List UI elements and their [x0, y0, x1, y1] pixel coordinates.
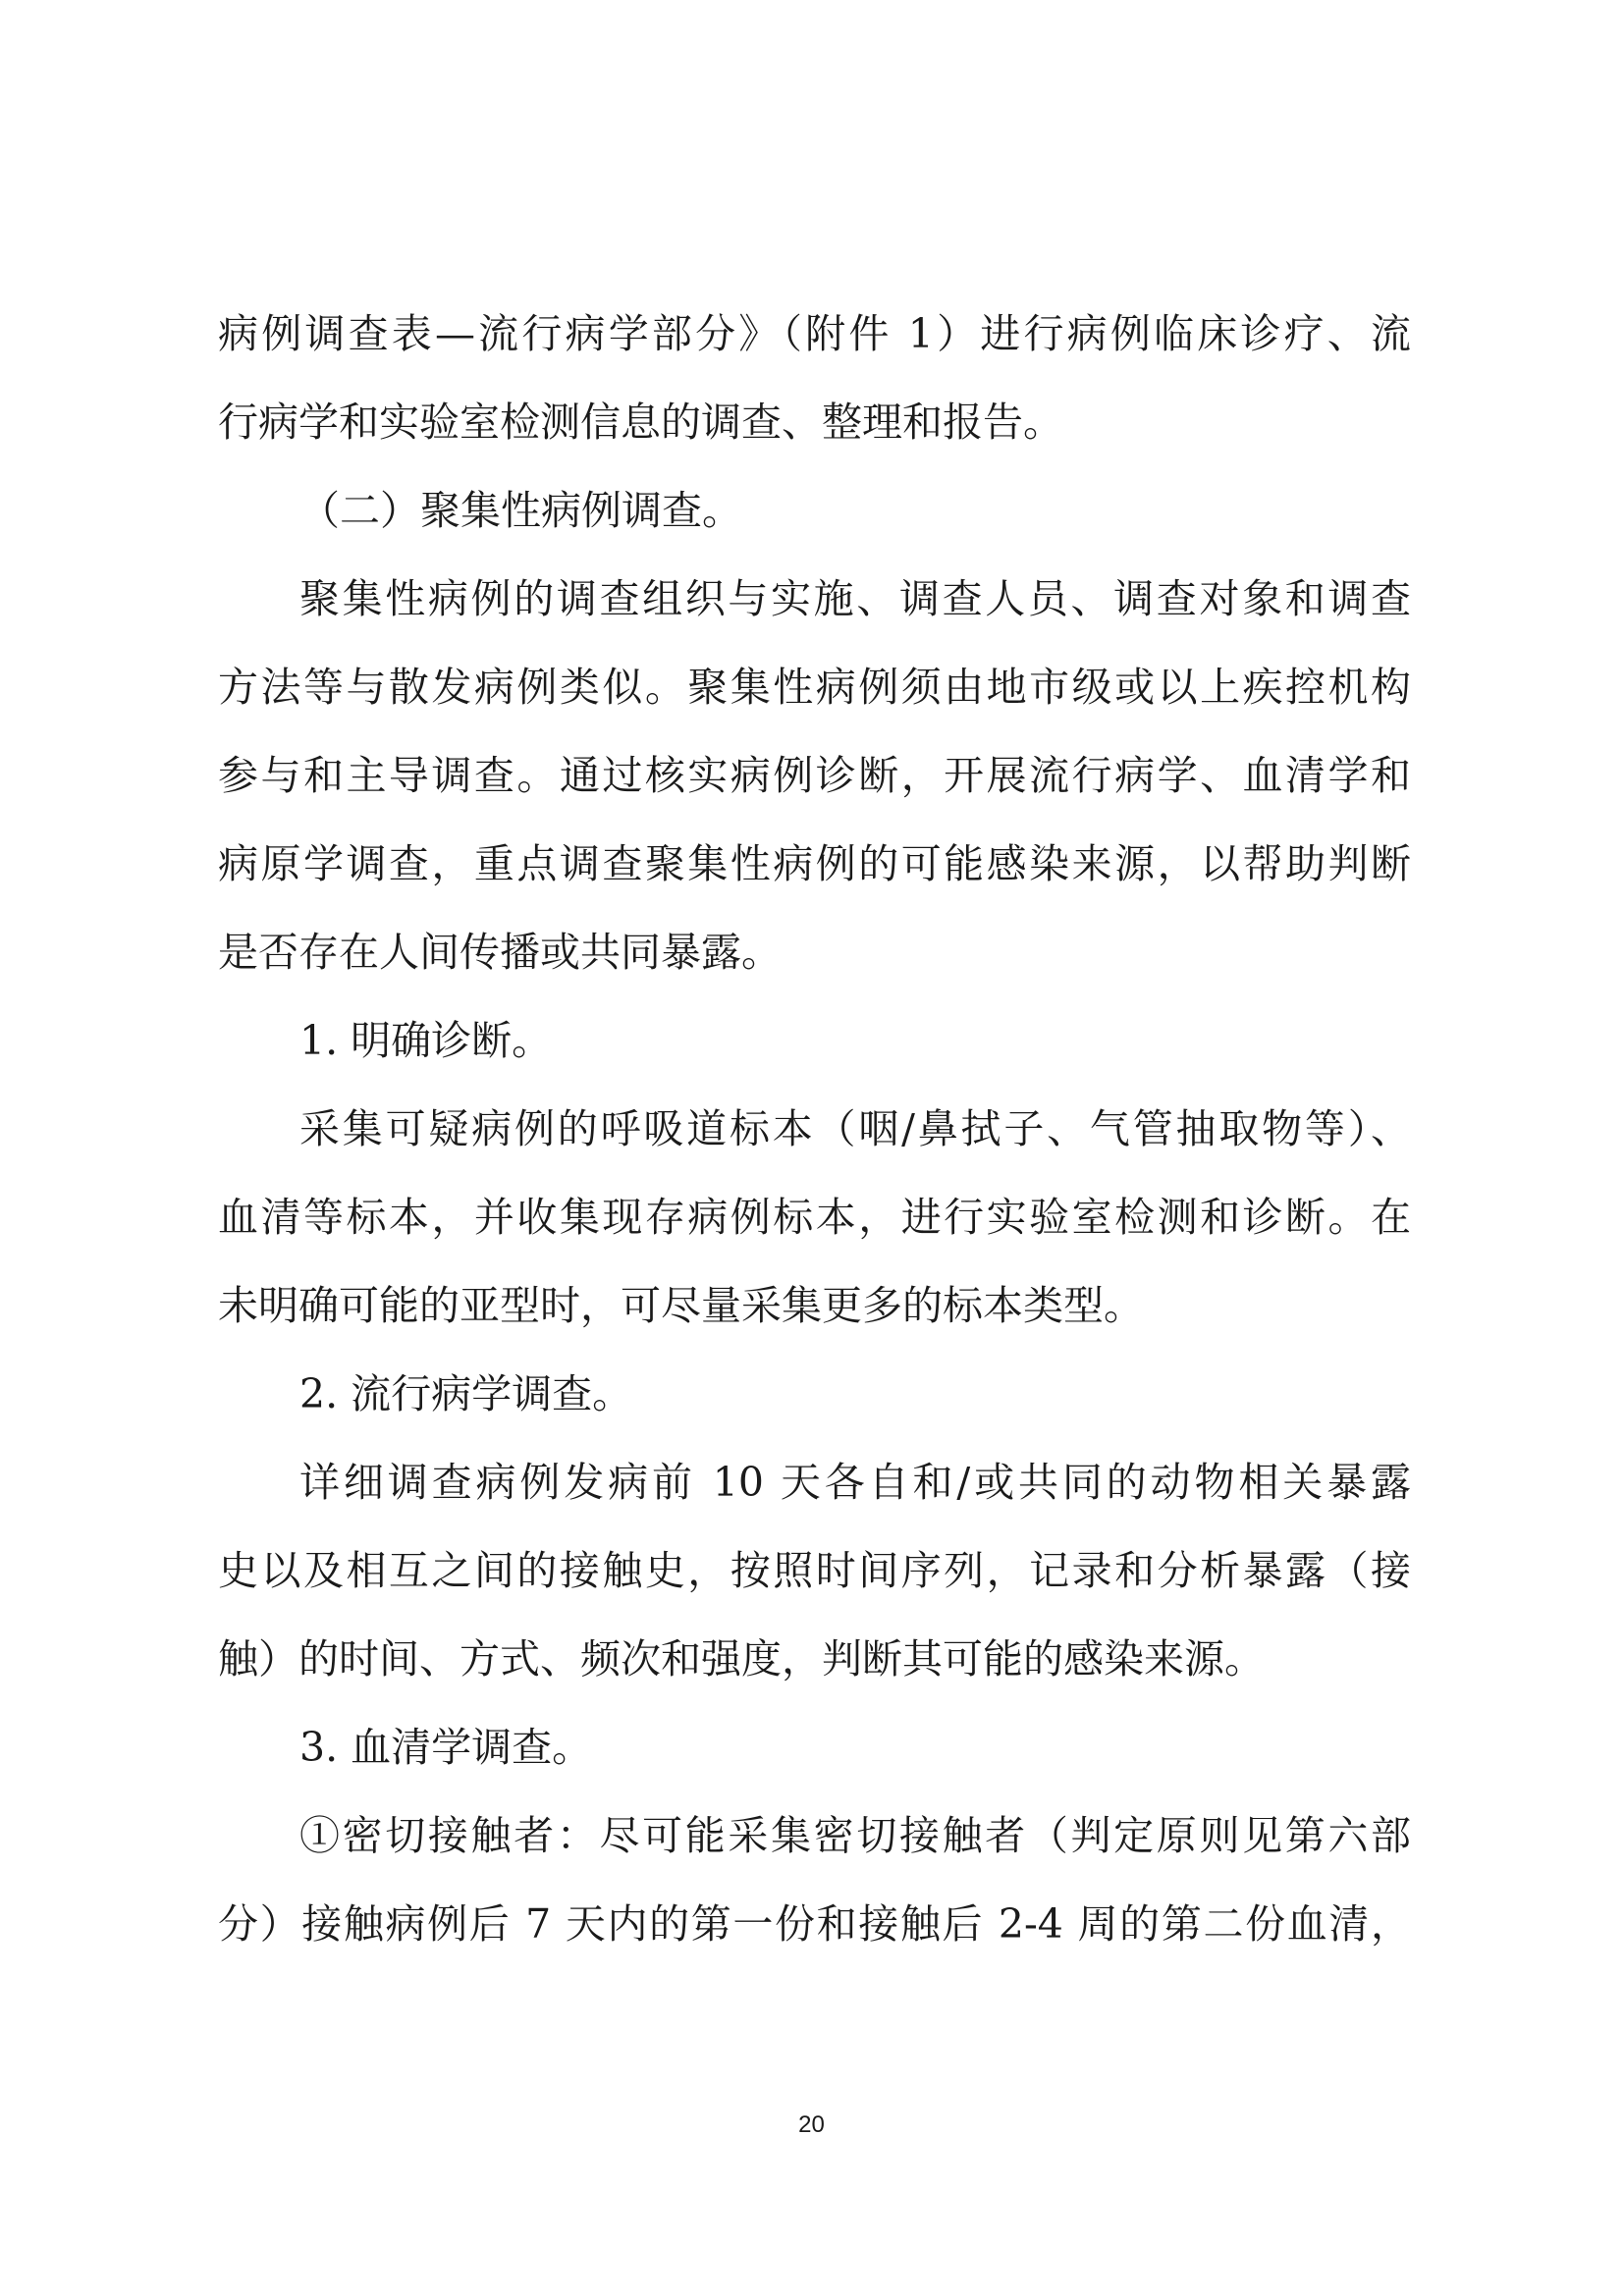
subsection-heading: 2. 流行病学调查。	[299, 1370, 633, 1417]
text-line: 病原学调查，重点调查聚集性病例的可能感染来源，以帮助判断	[218, 840, 1411, 887]
text-line: 病例调查表—流行病学部分》（附件 1）进行病例临床诊疗、流	[218, 310, 1411, 357]
text-line: 采集可疑病例的呼吸道标本（咽/鼻拭子、气管抽取物等）、	[299, 1105, 1411, 1152]
text-line: 分）接触病例后 7 天内的第一份和接触后 2-4 周的第二份血清，	[218, 1900, 1411, 1948]
text-line: ①密切接触者：尽可能采集密切接触者（判定原则见第六部	[299, 1812, 1411, 1859]
text-line: 方法等与散发病例类似。聚集性病例须由地市级或以上疾控机构	[218, 664, 1411, 711]
text-line: 详细调查病例发病前 10 天各自和/或共同的动物相关暴露	[299, 1459, 1411, 1506]
section-heading: （二）聚集性病例调查。	[299, 487, 742, 534]
page-number: 20	[798, 2111, 825, 2138]
subsection-heading: 3. 血清学调查。	[299, 1724, 593, 1771]
text-line: 未明确可能的亚型时，可尽量采集更多的标本类型。	[218, 1282, 1144, 1329]
text-line: 聚集性病例的调查组织与实施、调查人员、调查对象和调查	[299, 575, 1411, 622]
text-line: 参与和主导调查。通过核实病例诊断，开展流行病学、血清学和	[218, 752, 1411, 799]
text-line: 史以及相互之间的接触史，按照时间序列，记录和分析暴露（接	[218, 1547, 1411, 1594]
text-line: 血清等标本，并收集现存病例标本，进行实验室检测和诊断。在	[218, 1194, 1411, 1241]
subsection-heading: 1. 明确诊断。	[299, 1017, 553, 1064]
text-line: 行病学和实验室检测信息的调查、整理和报告。	[218, 399, 1063, 446]
text-line: 触）的时间、方式、频次和强度，判断其可能的感染来源。	[218, 1635, 1265, 1682]
text-line: 是否存在人间传播或共同暴露。	[218, 929, 782, 976]
